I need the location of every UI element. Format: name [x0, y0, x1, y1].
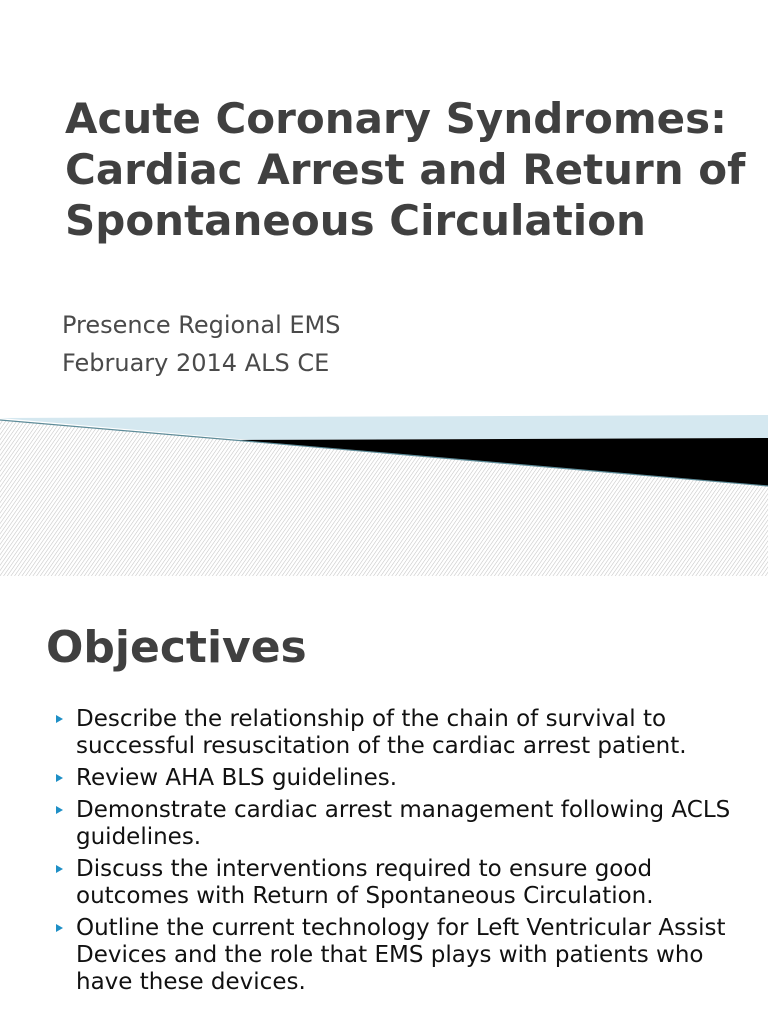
triangle-bullet-icon	[56, 806, 63, 814]
list-item	[54, 765, 754, 792]
slide-title: Acute Coronary Syndromes: Cardiac Arrest and Return of Spontaneous Circulation	[65, 94, 746, 245]
objectives-slide	[0, 576, 768, 1024]
list-item-text: Discuss the interventions required to ensure good outcomes with Return of Spontaneous Circulation.	[76, 856, 654, 909]
list-item-text: Describe the relationship of the chain of survival to successful resuscitation of the cardiac arrest patient.	[76, 706, 687, 759]
triangle-bullet-icon	[56, 924, 63, 932]
list-item-text: Outline the current technology for Left Ventricular Assist Devices and the role that EMS plays with patients who have these devices.	[76, 915, 726, 995]
triangle-bullet-icon	[56, 865, 63, 873]
triangle-bullet-icon	[56, 774, 63, 782]
list-item	[54, 915, 754, 996]
subtitle-line-date: February 2014 ALS CE	[62, 349, 330, 377]
list-item-text: Review AHA BLS guidelines.	[76, 765, 398, 791]
slide-subtitle	[62, 306, 702, 382]
triangle-bullet-icon	[56, 715, 63, 723]
objectives-list	[54, 706, 754, 1001]
list-item	[54, 706, 754, 760]
list-item	[54, 856, 754, 910]
list-item	[54, 797, 754, 851]
subtitle-line-organization: Presence Regional EMS	[62, 311, 341, 339]
slide-title: Objectives	[46, 622, 307, 673]
list-item-text: Demonstrate cardiac arrest management following ACLS guidelines.	[76, 797, 731, 850]
